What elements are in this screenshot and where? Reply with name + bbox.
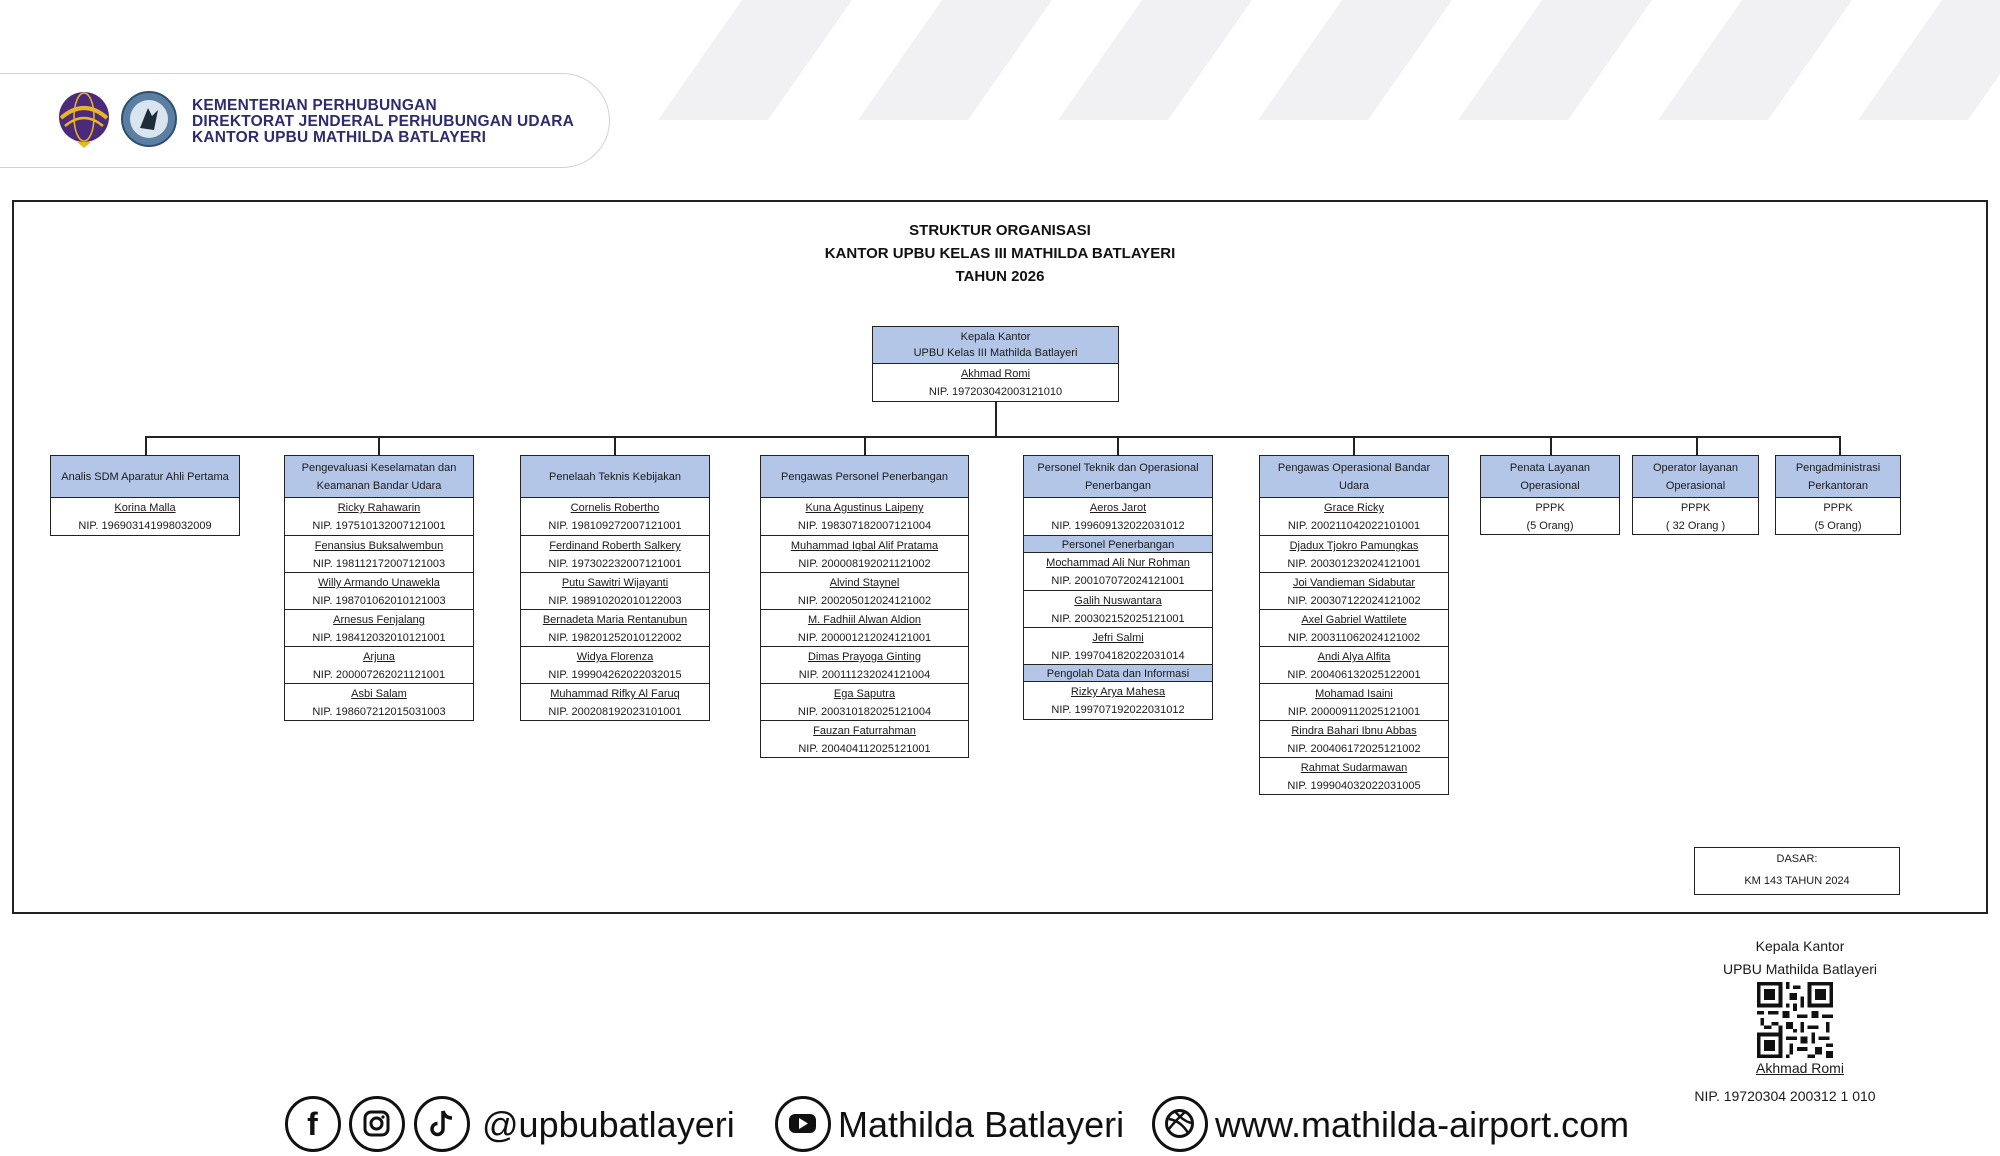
staff-entry xyxy=(1024,498,1212,535)
staff-nip: NIP. 200311062024121002 xyxy=(1287,632,1421,644)
staff-entry xyxy=(285,498,473,535)
pppk-count: ( 32 Orang ) xyxy=(1665,520,1726,532)
staff-entry xyxy=(761,683,968,720)
staff-name: Widya Florenza xyxy=(576,651,654,663)
staff-entry xyxy=(1260,572,1448,609)
staff-name: Aeros Jarot xyxy=(1089,502,1147,514)
unit-box-pengadministrasi xyxy=(1775,455,1901,535)
signature-nip: NIP. 19720304 200312 1 010 xyxy=(1694,1088,1876,1104)
connector-unit xyxy=(1696,436,1698,456)
staff-nip: NIP. 200007262021121001 xyxy=(312,669,446,681)
staff-name: Bernadeta Maria Rentanubun xyxy=(542,614,688,626)
staff-entry xyxy=(51,498,239,535)
staff-entry xyxy=(1024,682,1212,719)
staff-name: M. Fadhiil Alwan Aldion xyxy=(807,614,922,626)
connector-unit xyxy=(1117,436,1119,456)
pppk-label: PPPK xyxy=(1535,502,1565,514)
staff-entry xyxy=(1260,720,1448,757)
staff-nip: NIP. 200009112025121001 xyxy=(1287,706,1421,718)
pppk-count: (5 Orang) xyxy=(1526,520,1574,532)
staff-entry xyxy=(1260,535,1448,572)
pppk-count: (5 Orang) xyxy=(1814,520,1862,532)
staff-entry xyxy=(761,498,968,535)
staff-name: Mohamad Isaini xyxy=(1315,688,1393,700)
staff-entry xyxy=(521,683,709,720)
ministry-logo xyxy=(57,90,111,148)
staff-name: Ricky Rahawarin xyxy=(337,502,421,514)
staff-entry xyxy=(285,683,473,720)
staff-name: Joi Vandieman Sidabutar xyxy=(1292,577,1416,589)
staff-name: Galih Nuswantara xyxy=(1074,595,1162,607)
staff-name: Korina Malla xyxy=(114,502,176,514)
unit-title: Personel Teknik dan Operasional Penerbangan xyxy=(1024,456,1212,498)
staff-nip: NIP. 200310182025121004 xyxy=(797,706,932,718)
staff-nip: NIP. 200205012024121002 xyxy=(797,595,932,607)
signature-role-2: UPBU Mathilda Batlayeri xyxy=(1722,961,1878,977)
head-role-line-1: Kepala Kantor xyxy=(960,331,1031,343)
connector-unit xyxy=(145,436,147,456)
staff-name: Asbi Salam xyxy=(351,688,407,700)
agency-line-1: KEMENTERIAN PERHUBUNGAN xyxy=(192,97,437,114)
staff-nip: NIP. 198701062010121003 xyxy=(312,595,446,607)
staff-name: Arjuna xyxy=(363,651,395,663)
youtube-channel[interactable]: Mathilda Batlayeri xyxy=(838,1104,1125,1145)
unit-box-operator-layanan xyxy=(1632,455,1759,535)
staff-name: Fenansius Buksalwembun xyxy=(314,540,444,552)
agency-line-3: KANTOR UPBU MATHILDA BATLAYERI xyxy=(192,129,487,146)
staff-nip: NIP. 200302152025121001 xyxy=(1051,613,1185,625)
instagram-icon[interactable] xyxy=(349,1096,405,1152)
staff-nip: NIP. 199704182022031014 xyxy=(1051,650,1185,662)
staff-entry xyxy=(521,535,709,572)
airport-logo xyxy=(120,90,178,148)
chart-title-1: STRUKTUR ORGANISASI xyxy=(909,222,1091,239)
unit-title: Pengawas Personel Penerbangan xyxy=(761,456,968,498)
staff-entry xyxy=(1260,757,1448,794)
staff-name: Muhammad Rifky Al Faruq xyxy=(550,688,680,700)
staff-name: Rindra Bahari Ibnu Abbas xyxy=(1291,725,1417,737)
staff-nip: NIP. 198910202010122003 xyxy=(548,595,682,607)
head-role-line-2: UPBU Kelas III Mathilda Batlayeri xyxy=(913,347,1078,359)
unit-box-pengawas-personel xyxy=(760,455,969,758)
staff-nip: NIP. 198412032010121001 xyxy=(312,632,446,644)
connector-horizontal xyxy=(145,436,1840,438)
pppk-label: PPPK xyxy=(1823,502,1853,514)
staff-entry xyxy=(1260,498,1448,535)
staff-entry xyxy=(521,498,709,535)
staff-nip: NIP. 200107072024121001 xyxy=(1051,575,1185,587)
svg-text:f: f xyxy=(307,1106,318,1142)
chart-title-2: KANTOR UPBU KELAS III MATHILDA BATLAYERI xyxy=(824,245,1176,262)
connector-unit xyxy=(1550,436,1552,456)
signature-role-1: Kepala Kantor xyxy=(1755,938,1845,954)
staff-nip: NIP. 197510132007121001 xyxy=(312,520,446,532)
staff-entry xyxy=(521,609,709,646)
head-of-office-box xyxy=(872,326,1119,402)
staff-name: Willy Armando Unawekla xyxy=(318,577,440,589)
unit-box-personel-teknik xyxy=(1023,455,1213,720)
unit-box-pengawas-operasional xyxy=(1259,455,1449,795)
unit-box-pengevaluasi xyxy=(284,455,474,721)
legal-basis-label: DASAR: xyxy=(1776,853,1818,865)
agency-line-2: DIREKTORAT JENDERAL PERHUBUNGAN UDARA xyxy=(192,113,575,130)
staff-nip: NIP. 198201252010122002 xyxy=(548,632,682,644)
staff-name: Jefri Salmi xyxy=(1092,632,1144,644)
staff-nip: NIP. 198109272007121001 xyxy=(548,520,682,532)
staff-name: Cornelis Robertho xyxy=(570,502,660,514)
staff-name: Andi Alya Alfita xyxy=(1317,651,1391,663)
staff-name: Rahmat Sudarmawan xyxy=(1300,762,1408,774)
staff-entry xyxy=(285,572,473,609)
subunit-title: Personel Penerbangan xyxy=(1024,535,1212,553)
staff-entry xyxy=(1260,609,1448,646)
staff-nip: NIP. 200001212024121001 xyxy=(797,632,932,644)
staff-entry xyxy=(761,535,968,572)
connector-unit xyxy=(378,436,380,456)
pppk-label: PPPK xyxy=(1680,502,1711,514)
youtube-icon[interactable] xyxy=(775,1096,831,1152)
staff-name: Kuna Agustinus Laipeny xyxy=(805,502,924,514)
staff-name: Dimas Prayoga Ginting xyxy=(807,651,922,663)
staff-entry xyxy=(1024,627,1212,664)
staff-nip: NIP. 199707192022031012 xyxy=(1051,704,1185,716)
staff-nip: NIP. 200307122024121002 xyxy=(1287,595,1421,607)
signature-name: Akhmad Romi xyxy=(1756,1060,1844,1076)
staff-entry xyxy=(1024,590,1212,627)
connector-unit xyxy=(614,436,616,456)
unit-title: Pengadministrasi Perkantoran xyxy=(1776,456,1900,498)
unit-box-penata-layanan xyxy=(1480,455,1620,535)
legal-basis-value: KM 143 TAHUN 2024 xyxy=(1744,875,1850,887)
unit-box-analis-sdm xyxy=(50,455,240,536)
staff-nip: NIP. 200404112025121001 xyxy=(798,743,931,755)
unit-title: Pengevaluasi Keselamatan dan Keamanan Bandar Udara xyxy=(285,456,473,498)
tiktok-icon[interactable] xyxy=(414,1096,470,1152)
staff-entry xyxy=(761,572,968,609)
connector-unit xyxy=(864,436,866,456)
connector-head xyxy=(995,401,997,437)
connector-unit xyxy=(1353,436,1355,456)
staff-entry xyxy=(285,609,473,646)
qr-code xyxy=(1757,982,1833,1058)
staff-entry xyxy=(761,609,968,646)
staff-nip: NIP. 200211042022101001 xyxy=(1287,520,1421,532)
staff-entry xyxy=(761,720,968,757)
staff-name: Djadux Tjokro Pamungkas xyxy=(1289,540,1419,552)
staff-nip: NIP. 200406172025121002 xyxy=(1287,743,1421,755)
staff-name: Ferdinand Roberth Salkery xyxy=(549,540,681,552)
staff-name: Ega Saputra xyxy=(833,688,896,700)
staff-nip: NIP. 200301232024121001 xyxy=(1287,558,1421,570)
staff-nip: NIP. 199904032022031005 xyxy=(1287,780,1421,792)
staff-entry xyxy=(521,572,709,609)
staff-name: Rizky Arya Mahesa xyxy=(1070,686,1166,698)
globe-icon[interactable] xyxy=(1152,1096,1208,1152)
staff-nip: NIP. 200406132025122001 xyxy=(1287,669,1421,681)
unit-title: Penata Layanan Operasional xyxy=(1481,456,1619,498)
staff-name: Arnesus Fenjalang xyxy=(333,614,425,626)
staff-nip: NIP. 198607212015031003 xyxy=(312,706,446,718)
staff-entry xyxy=(1260,646,1448,683)
staff-nip: NIP. 197302232007121001 xyxy=(548,558,682,570)
staff-name: Fauzan Faturrahman xyxy=(813,725,916,737)
unit-title: Penelaah Teknis Kebijakan xyxy=(521,456,709,498)
unit-box-penelaah xyxy=(520,455,710,721)
agency-name xyxy=(192,98,574,146)
staff-nip: NIP. 196903141998032009 xyxy=(78,520,212,532)
staff-nip: NIP. 198307182007121004 xyxy=(797,520,932,532)
staff-name: Putu Sawitri Wijayanti xyxy=(561,577,669,589)
staff-name: Alvind Staynel xyxy=(829,577,900,589)
signature-block xyxy=(1660,935,1940,981)
head-role xyxy=(873,327,1118,364)
staff-entry xyxy=(521,646,709,683)
staff-entry xyxy=(285,646,473,683)
staff-name: Axel Gabriel Wattilete xyxy=(1301,614,1407,626)
chart-title-3: TAHUN 2026 xyxy=(955,268,1045,285)
staff-entry xyxy=(1260,683,1448,720)
staff-name: Mochammad Ali Nur Rohman xyxy=(1046,557,1190,569)
legal-basis-box xyxy=(1694,847,1900,895)
head-nip: NIP. 197203042003121010 xyxy=(928,386,1063,398)
subunit-title: Pengolah Data dan Informasi xyxy=(1024,664,1212,682)
unit-title: Analis SDM Aparatur Ahli Pertama xyxy=(51,456,239,498)
facebook-icon[interactable] xyxy=(285,1096,341,1152)
staff-nip: NIP. 200008192021121002 xyxy=(798,558,931,570)
staff-nip: NIP. 199904262022032015 xyxy=(548,669,682,681)
staff-name: Muhammad Iqbal Alif Pratama xyxy=(790,540,939,552)
staff-entry xyxy=(285,535,473,572)
connector-unit xyxy=(1839,436,1841,456)
staff-entry xyxy=(1024,553,1212,590)
staff-nip: NIP. 200208192023101001 xyxy=(548,706,682,718)
head-person xyxy=(873,364,1118,401)
staff-nip: NIP. 200111232024121004 xyxy=(798,669,931,681)
staff-nip: NIP. 198112172007121003 xyxy=(312,558,446,570)
unit-title: Operator layanan Operasional xyxy=(1633,456,1758,498)
staff-nip: NIP. 199609132022031012 xyxy=(1051,520,1185,532)
head-name: Akhmad Romi xyxy=(960,368,1031,380)
social-handle[interactable]: @upbubatlayeri xyxy=(482,1104,735,1145)
staff-entry xyxy=(761,646,968,683)
website-url[interactable]: www.mathilda-airport.com xyxy=(1215,1104,1630,1145)
unit-title: Pengawas Operasional Bandar Udara xyxy=(1260,456,1448,498)
staff-name: Grace Ricky xyxy=(1324,502,1384,514)
